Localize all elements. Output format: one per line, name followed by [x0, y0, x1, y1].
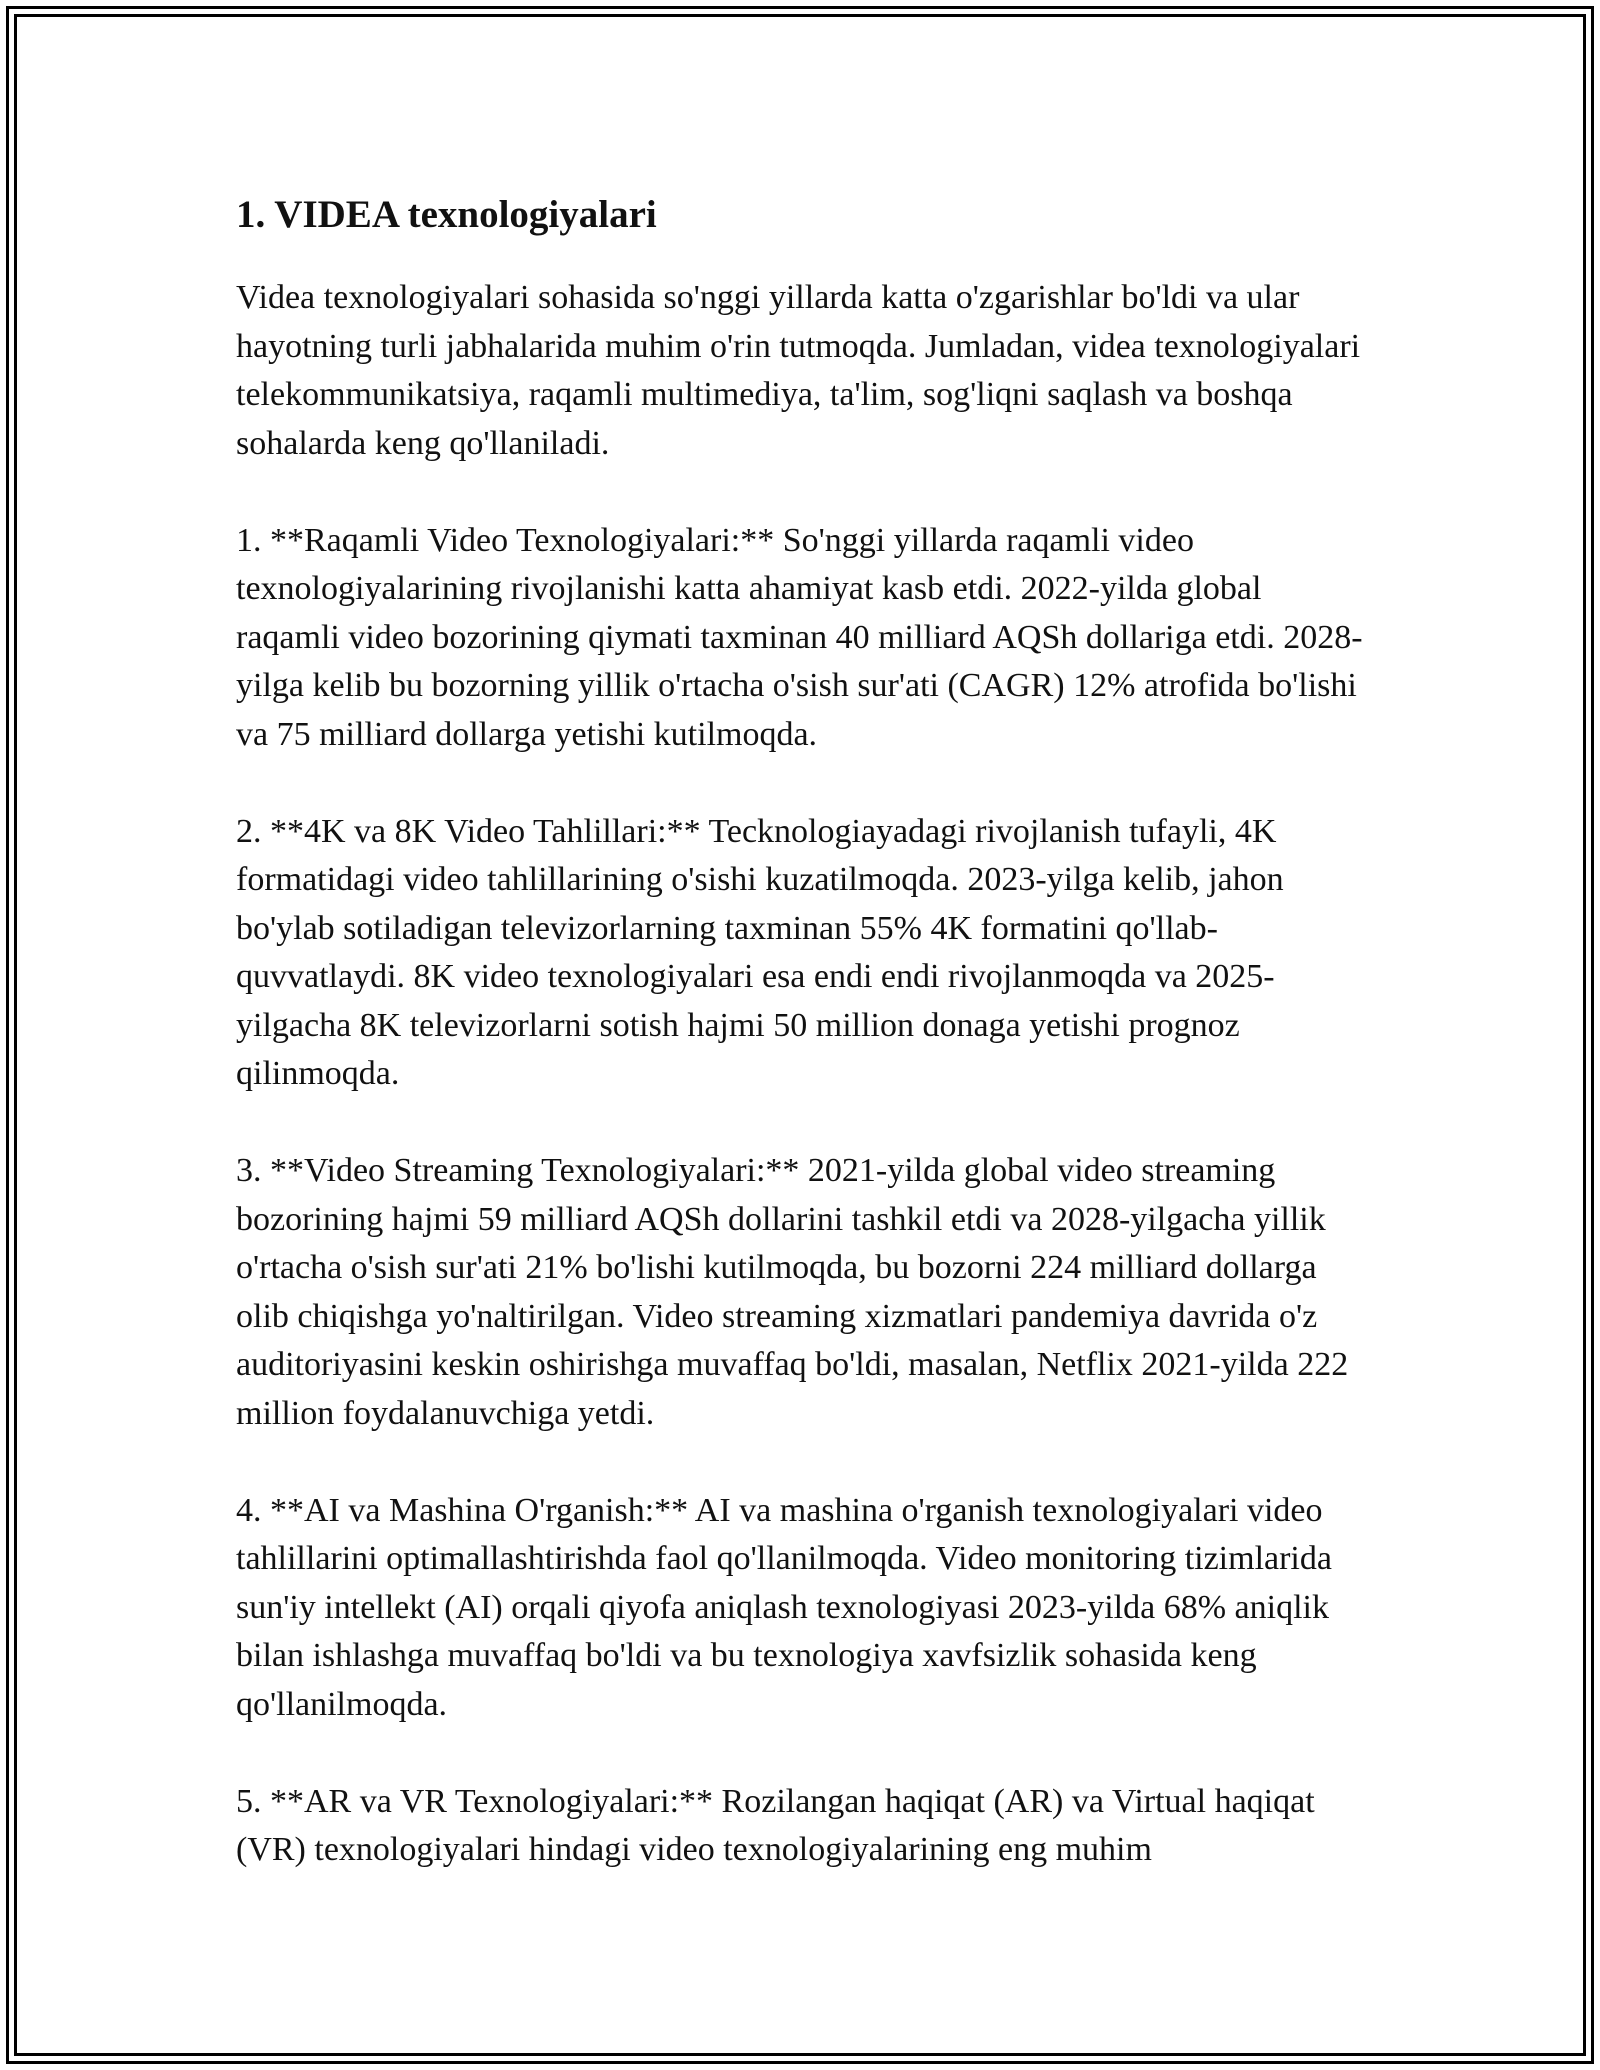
point-ar-vr: 5. **AR va VR Texnologiyalari:** Rozilangan haqiqat (AR) va Virtual haqiqat (VR) texnologiyalari hindagi video texnologiyalarining eng muhim — [236, 1782, 1315, 1868]
intro-paragraph: Videa texnologiyalari sohasida so'nggi yillarda katta o'zgarishlar bo'ldi va ular hayotning turli jabhalarida muhim o'rin tutmoqda. Jumladan, videa texnologiyalari telekommunikatsiya, raqamli multimediya, ta'lim, sog'liqni saqlash va boshqa sohalarda keng qo'llaniladi. — [236, 279, 1361, 462]
document-body — [236, 184, 1366, 1875]
section-title: 1. VIDEA texnologiyalari — [236, 193, 657, 236]
point-video-streaming: 3. **Video Streaming Texnologiyalari:** 2021-yilda global video streaming bozorining hajmi 59 milliard AQSh dollarini tashkil etdi va 2028-yilgacha yillik o'rtacha o'sish sur'ati 21% bo'lishi kutilmoqda, bu bozorni 224 milliard dollarga olib chiqishga yo'naltirilgan. Video streaming xizmatlari pandemiya davrida o'z auditoriyasini keskin oshirishga muvaffaq bo'ldi, masalan, Netflix 2021-yilda 222 million foydalanuvchiga yetdi. — [236, 1152, 1349, 1432]
point-ai-mashina: 4. **AI va Mashina O'rganish:** AI va mashina o'rganish texnologiyalari video tahlillarini optimallashtirishda faol qo'llanilmoqda. Video monitoring tizimlarida sun'iy intellekt (AI) orqali qiyofa aniqlash texnologiyasi 2023-yilda 68% aniqlik bilan ishlashga muvaffaq bo'ldi va bu texnologiya xavfsizlik sohasida keng qo'llanilmoqda. — [236, 1491, 1332, 1723]
point-4k-8k-video: 2. **4K va 8K Video Tahlillari:** Tecknologiayadagi rivojlanish tufayli, 4K formatidagi video tahlillarining o'sishi kuzatilmoqda. 2023-yilga kelib, jahon bo'ylab sotiladigan televizorlarning taxminan 55% 4K formatini qo'llab-quvvatlaydi. 8K video texnologiyalari esa endi endi rivojlanmoqda va 2025-yilgacha 8K televizorlarni sotish hajmi 50 million donaga yetishi prognoz qilinmoqda. — [236, 812, 1284, 1092]
point-raqamli-video: 1. **Raqamli Video Texnologiyalari:** So'nggi yillarda raqamli video texnologiyalarining rivojlanishi katta ahamiyat kasb etdi. 2022-yilda global raqamli video bozorining qiymati taxminan 40 milliard AQSh dollariga etdi. 2028-yilga kelib bu bozorning yillik o'rtacha o'sish sur'ati (CAGR) 12% atrofida bo'lishi va 75 milliard dollarga yetishi kutilmoqda. — [236, 521, 1363, 753]
